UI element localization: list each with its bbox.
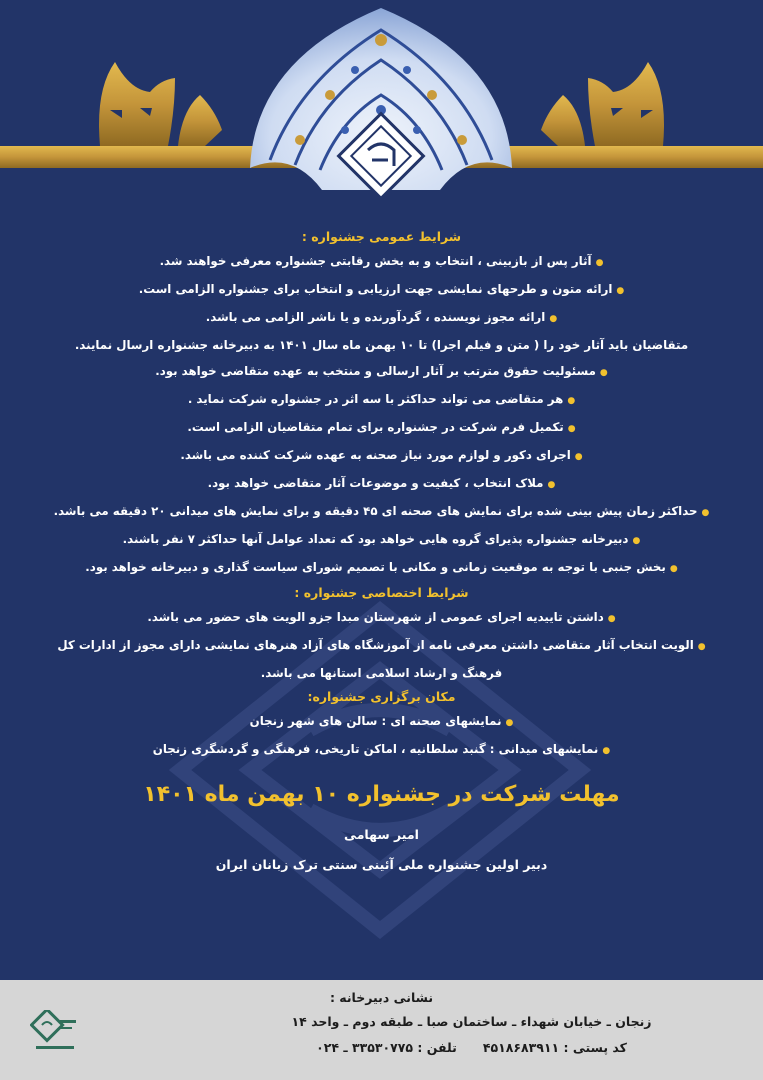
venue-title: مکان برگزاری جشنواره:	[307, 689, 456, 704]
header-ornament	[0, 0, 763, 215]
list-item: ●اجرای دکور و لوازم مورد نیاز صحنه به عهده شرکت کننده می باشد.	[180, 448, 583, 462]
list-item: متقاضیان باید آثار خود را ( متن و فیلم اجرا) تا ۱۰ بهمن ماه سال ۱۴۰۱ به دبیرخانه جشنواره ارسال نمایند.	[74, 338, 689, 352]
bullet-icon: ●	[505, 718, 514, 728]
list-item: ●الویت انتخاب آثار متقاضی داشتن معرفی نامه از آموزشگاه های آزاد هنرهای نمایشی دارای مجوز از ادارات کل فرهنگ و ارشاد اسلامی استانها می باشد.	[57, 638, 706, 680]
bullet-icon: ●	[599, 368, 608, 378]
bullet-icon: ●	[574, 452, 583, 462]
rules-content	[40, 226, 723, 880]
list-item: ●دبیرخانه جشنواره پذیرای گروه هایی خواهد بود که تعداد عوامل آنها حداکثر ۷ نفر باشند.	[122, 532, 641, 546]
general-rules-title: شرایط عمومی جشنواره :	[301, 229, 462, 244]
iran-theater-logo-icon	[30, 1010, 78, 1054]
list-item: ●حداکثر زمان پیش بینی شده برای نمایش های صحنه ای ۴۵ دقیقه و برای نمایش های میدانی ۲۰ دقیقه می باشد.	[53, 504, 710, 518]
address-title: نشانی دبیرخانه :	[329, 990, 434, 1005]
list-item: ●داشتن تاییدیه اجرای عمومی از شهرستان مبدا جزو الویت های حضور می باشد.	[147, 610, 616, 624]
bullet-icon: ●	[549, 314, 558, 324]
bullet-icon: ●	[595, 258, 604, 268]
list-item: ●ارائه متون و طرحهای نمایشی جهت ارزیابی و انتخاب برای جشنواره الزامی است.	[138, 282, 625, 296]
bullet-icon: ●	[547, 480, 556, 490]
bullet-icon: ●	[567, 424, 576, 434]
list-item: ●آثار پس از بازبینی ، انتخاب و به بخش رقابتی جشنواره معرفی خواهند شد.	[159, 254, 604, 268]
specific-rules-title: شرایط اختصاصی جشنواره :	[294, 585, 469, 600]
phone-number: تلفن : ۳۳۵۳۰۷۷۵ ـ ۰۲۴	[316, 1040, 457, 1055]
bullet-icon: ●	[697, 642, 706, 652]
specific-rules-list	[40, 604, 723, 686]
bullet-icon: ●	[669, 564, 678, 574]
list-item: ●بخش جنبی با توجه به موقعیت زمانی و مکانی با تصمیم شورای سیاست گذاری و دبیرخانه خواهد بود.	[85, 560, 678, 574]
list-item: ●ملاک انتخاب ، کیفیت و موضوعات آثار متقاضی خواهد بود.	[207, 476, 556, 490]
list-item: ●نمایشهای صحنه ای : سالن های شهر زنجان	[249, 714, 514, 728]
list-item: ●تکمیل فرم شرکت در جشنواره برای تمام متقاضیان الزامی است.	[187, 420, 576, 434]
signatory-name: امیر سهامی	[344, 827, 419, 842]
bullet-icon: ●	[632, 536, 641, 546]
list-item: ●نمایشهای میدانی : گنبد سلطانیه ، اماکن تاریخی، فرهنگی و گردشگری زنجان	[152, 742, 611, 756]
general-rules-list	[40, 248, 723, 582]
bullet-icon: ●	[567, 396, 576, 406]
deadline-heading: مهلت شرکت در جشنواره ۱۰ بهمن ماه ۱۴۰۱	[143, 782, 620, 807]
list-item: ●ارائه مجوز نویسنده ، گردآورنده و یا ناشر الزامی می باشد.	[205, 310, 558, 324]
postal-code: کد پستی : ۴۵۱۸۶۸۳۹۱۱	[482, 1040, 627, 1055]
address-line: زنجان ـ خیابان شهداء ـ ساختمان صبا ـ طبقه دوم ـ واحد ۱۴	[291, 1014, 652, 1029]
signatory-title: دبیر اولین جشنواره ملی آئینی سنتی ترک زبانان ایران	[215, 857, 548, 872]
bullet-icon: ●	[602, 746, 611, 756]
contact-line	[180, 1040, 763, 1055]
bullet-icon: ●	[607, 614, 616, 624]
bullet-icon: ●	[616, 286, 625, 296]
list-item: ●مسئولیت حقوق مترتب بر آثار ارسالی و منتخب به عهده متقاضی خواهد بود.	[155, 364, 608, 378]
theater-masks-right-icon	[541, 62, 664, 146]
venue-list	[40, 708, 723, 764]
theater-masks-left-icon	[99, 62, 222, 146]
footer-address	[0, 980, 763, 1080]
bullet-icon: ●	[701, 508, 710, 518]
list-item: ●هر متقاضی می تواند حداکثر با سه اثر در جشنواره شرکت نماید .	[187, 392, 576, 406]
